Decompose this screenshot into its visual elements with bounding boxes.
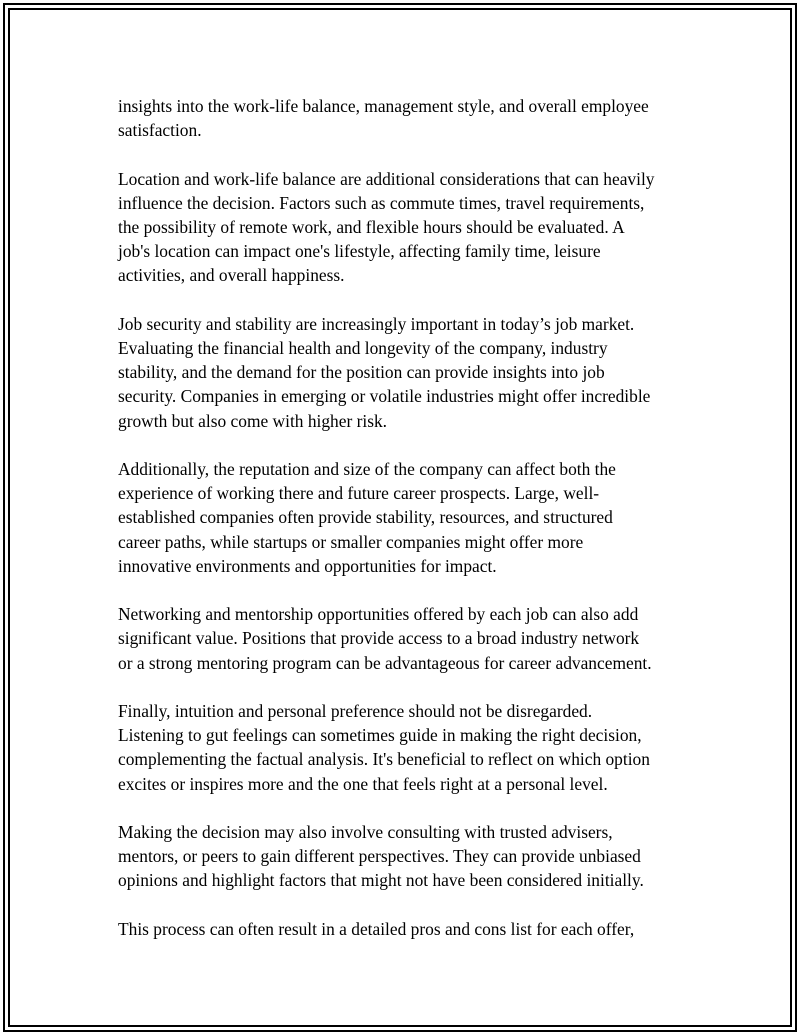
text-line: influence the decision. Factors such as commute times, travel requirements, (118, 192, 645, 213)
document-body (118, 94, 698, 965)
text-line: stability, and the demand for the position can provide insights into job (118, 362, 605, 383)
text-line: the possibility of remote work, and flexible hours should be evaluated. A (118, 217, 625, 237)
paragraph (118, 917, 698, 941)
text-line: mentors, or peers to gain different perspectives. They can provide unbiased (118, 846, 641, 867)
text-line: opinions and highlight factors that might not have been considered initially. (118, 870, 644, 891)
paragraph (118, 167, 698, 288)
text-line: activities, and overall happiness. (118, 265, 345, 286)
text-line: complementing the factual analysis. It's beneficial to reflect on which option (118, 749, 650, 770)
text-line: Additionally, the reputation and size of the company can affect both the (118, 459, 616, 479)
text-line: insights into the work-life balance, management style, and overall employee (118, 96, 649, 116)
text-line: innovative environments and opportunities for impact. (118, 555, 497, 576)
text-line: Location and work-life balance are additional considerations that can heavily (118, 168, 655, 189)
text-line: significant value. Positions that provide access to a broad industry network (118, 628, 640, 649)
text-line: satisfaction. (118, 120, 202, 141)
text-line: Job security and stability are increasingly important in today’s job market. (118, 313, 635, 334)
text-line: job's location can impact one's lifestyle, affecting family time, leisure (118, 241, 601, 262)
text-line: Listening to gut feelings can sometimes guide in making the right decision, (118, 725, 642, 746)
text-line: Networking and mentorship opportunities offered by each job can also add (118, 604, 639, 625)
text-line: excites or inspires more and the one that feels right at a personal level. (118, 773, 608, 794)
text-line: Finally, intuition and personal preference should not be disregarded. (118, 701, 593, 721)
text-line: Evaluating the financial health and longevity of the company, industry (118, 338, 608, 358)
paragraph (118, 94, 698, 142)
paragraph (118, 699, 698, 796)
text-line: security. Companies in emerging or volatile industries might offer incredible (118, 386, 651, 407)
paragraph (118, 602, 698, 675)
paragraph (118, 312, 698, 433)
text-line: career paths, while startups or smaller companies might offer more (118, 531, 584, 552)
text-line: growth but also come with higher risk. (118, 410, 388, 431)
text-line: This process can often result in a detailed pros and cons list for each offer, (118, 918, 635, 939)
paragraph (118, 820, 698, 893)
text-line: established companies often provide stability, resources, and structured (118, 507, 613, 528)
text-line: or a strong mentoring program can be advantageous for career advancement. (118, 652, 652, 673)
text-line: experience of working there and future career prospects. Large, well- (118, 483, 600, 504)
paragraph (118, 457, 698, 578)
text-line: Making the decision may also involve consulting with trusted advisers, (118, 822, 613, 842)
